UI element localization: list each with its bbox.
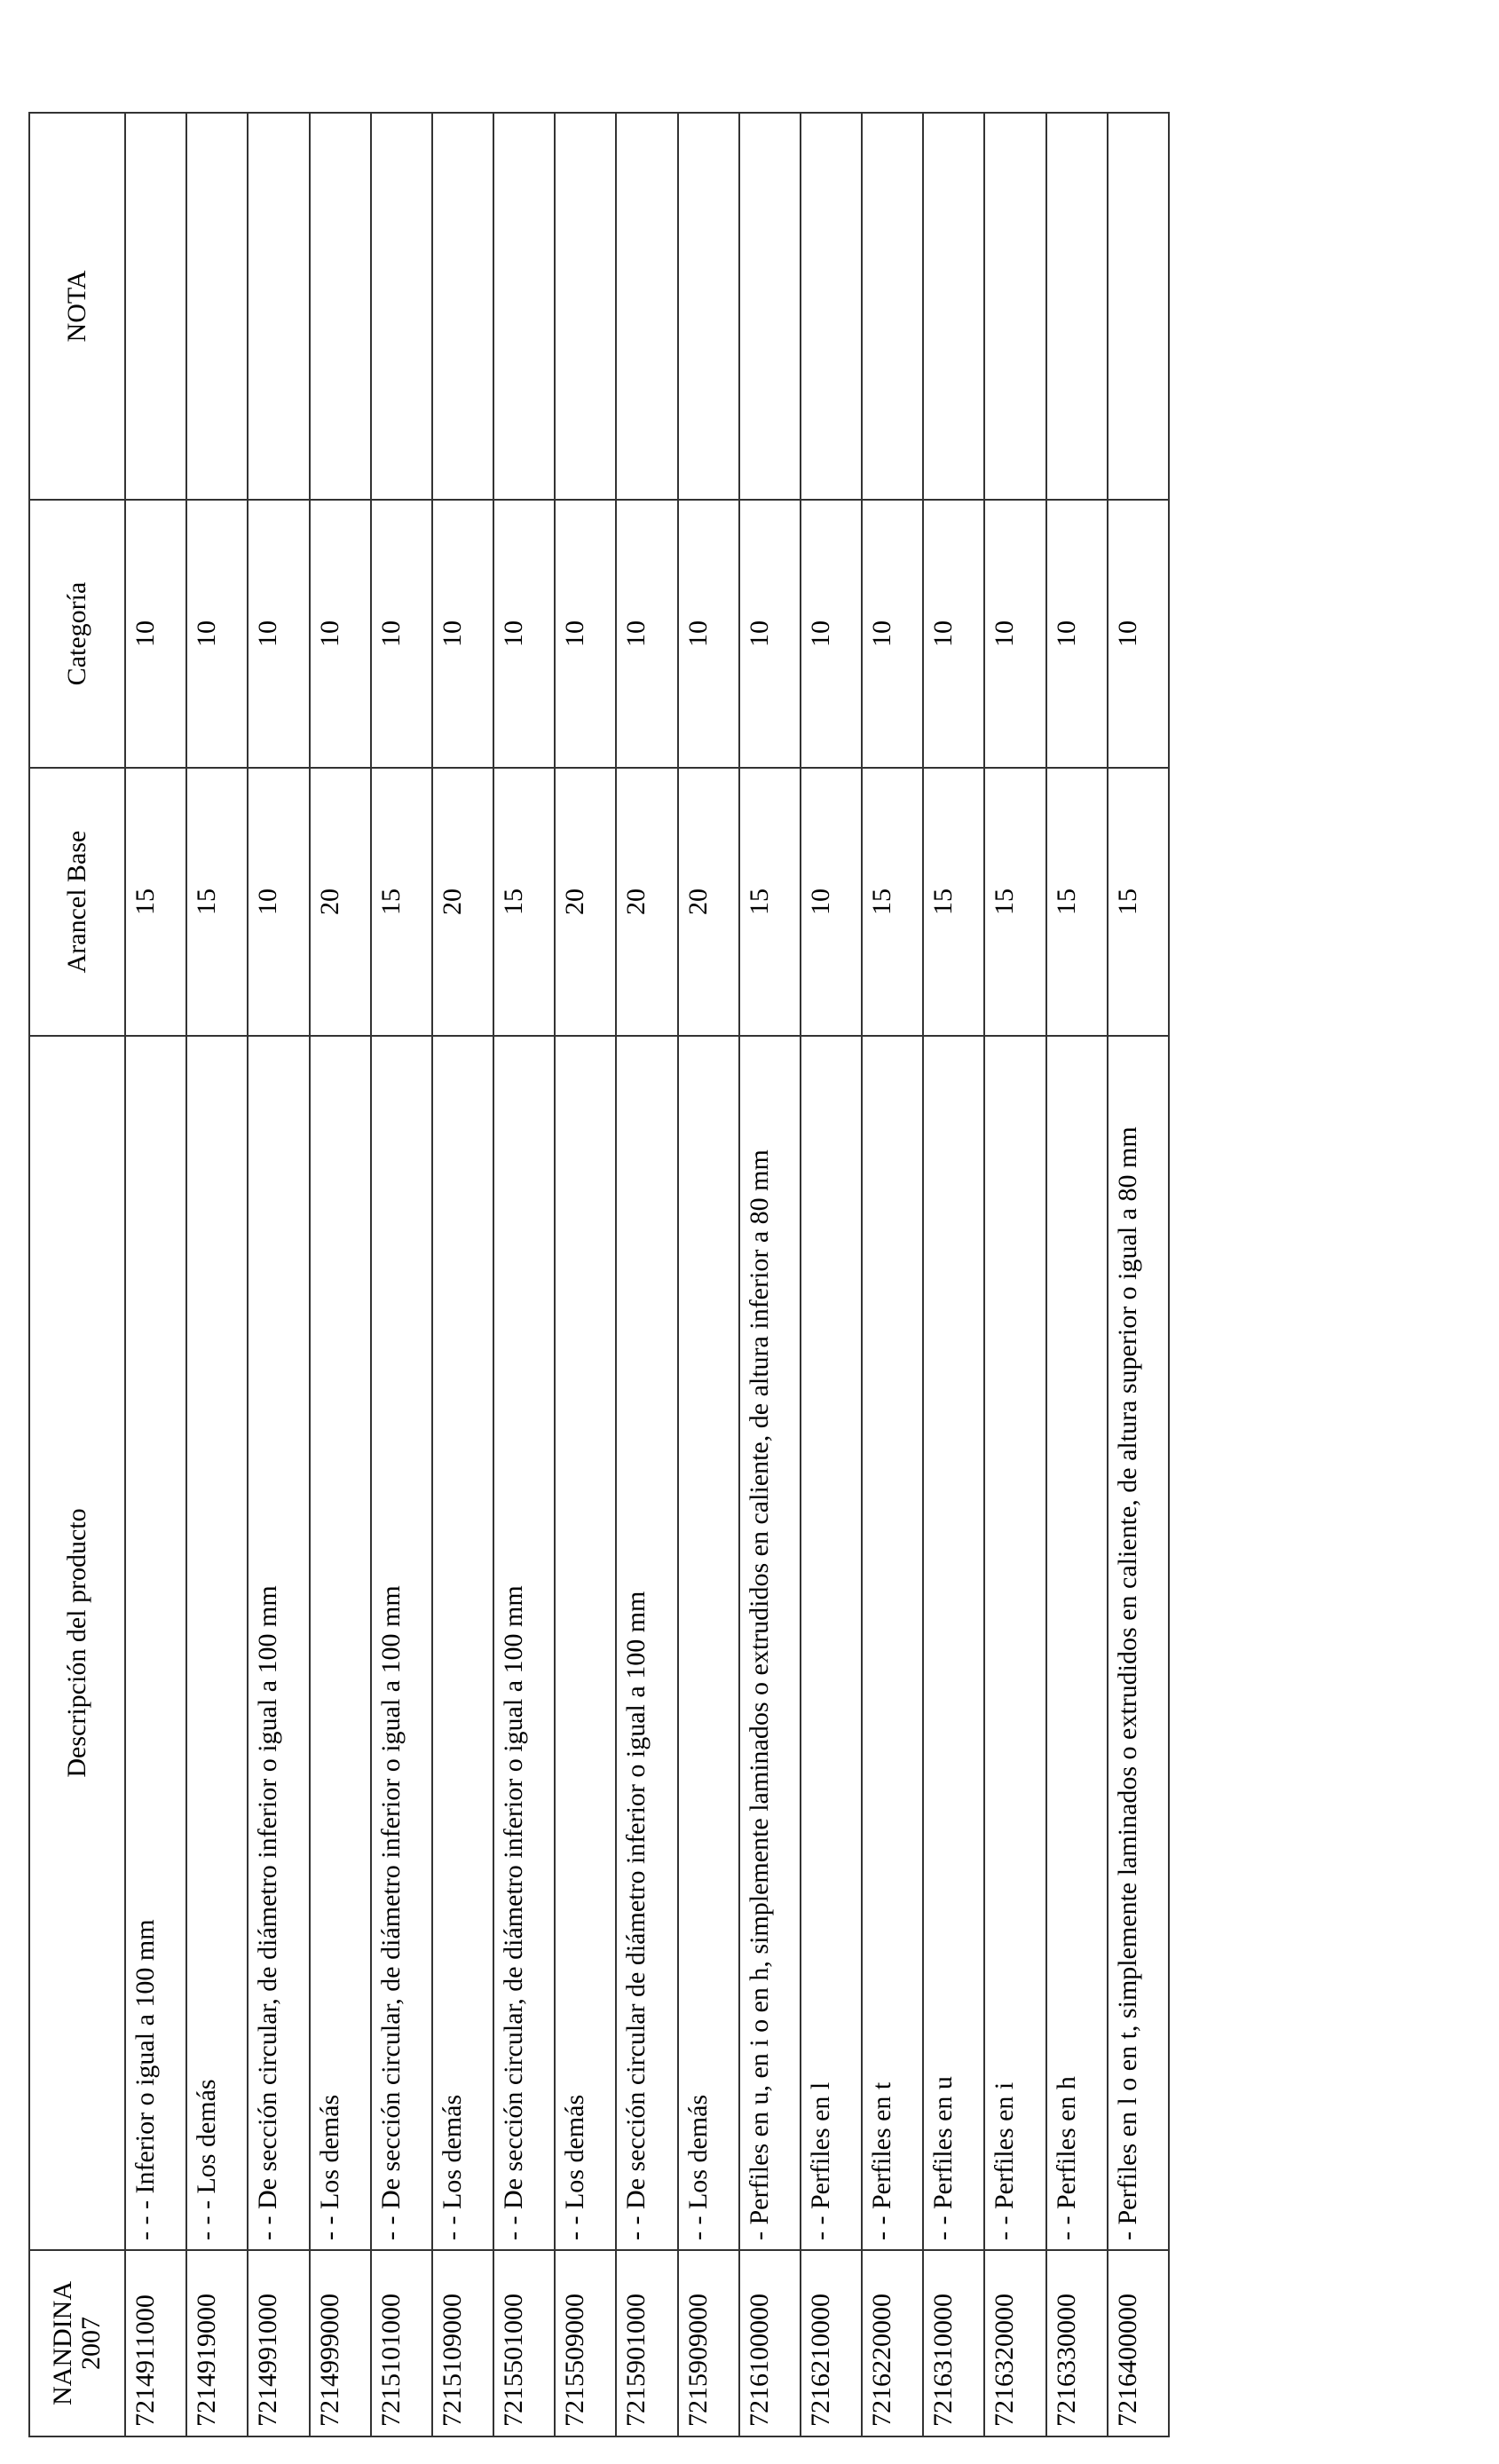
table-row (1108, 113, 1169, 2436)
categoria-cell: 10 (801, 500, 862, 768)
arancel-base-cell: 15 (984, 768, 1045, 1036)
nota-cell (186, 113, 248, 500)
description-cell: - - Perfiles en t (862, 1036, 923, 2250)
nandina-code-cell: 7216210000 (801, 2250, 862, 2436)
nota-cell (125, 113, 186, 500)
arancel-base-cell: 15 (739, 768, 801, 1036)
nandina-code-cell: 7215109000 (432, 2250, 493, 2436)
nota-cell (862, 113, 923, 500)
arancel-base-cell: 20 (432, 768, 493, 1036)
nandina-code-cell: 7216400000 (1108, 2250, 1169, 2436)
categoria-cell: 10 (555, 500, 616, 768)
description-cell: - - De sección circular, de diámetro inferior o igual a 100 mm (248, 1036, 309, 2250)
table-row (862, 113, 923, 2436)
arancel-base-cell: 20 (310, 768, 371, 1036)
categoria-cell: 10 (493, 500, 555, 768)
nandina-code-cell: 7216310000 (923, 2250, 984, 2436)
categoria-cell: 10 (678, 500, 739, 768)
header-nota: NOTA (29, 113, 125, 500)
categoria-cell: 10 (1046, 500, 1108, 768)
table-row (984, 113, 1045, 2436)
description-cell: - - Perfiles en i (984, 1036, 1045, 2250)
arancel-base-cell: 15 (1046, 768, 1108, 1036)
nandina-code-cell: 7216100000 (739, 2250, 801, 2436)
table-row (555, 113, 616, 2436)
table-row (1046, 113, 1108, 2436)
table-row (125, 113, 186, 2436)
nota-cell (678, 113, 739, 500)
nandina-code-cell: 7215101000 (371, 2250, 432, 2436)
arancel-base-cell: 10 (248, 768, 309, 1036)
nota-cell (493, 113, 555, 500)
nota-cell (432, 113, 493, 500)
description-cell: - - Los demás (678, 1036, 739, 2250)
nandina-code-cell: 7215909000 (678, 2250, 739, 2436)
arancel-base-cell: 20 (555, 768, 616, 1036)
description-cell: - Perfiles en l o en t, simplemente laminados o extrudidos en caliente, de altura superior o igual a 80 mm (1108, 1036, 1169, 2250)
description-cell: - - De sección circular, de diámetro inferior o igual a 100 mm (493, 1036, 555, 2250)
table-header-row (29, 113, 125, 2436)
rotated-page-content (28, 114, 1170, 2437)
arancel-base-cell: 15 (862, 768, 923, 1036)
nota-cell (371, 113, 432, 500)
categoria-cell: 10 (248, 500, 309, 768)
nandina-code-cell: 7215501000 (493, 2250, 555, 2436)
nandina-code-cell: 7216220000 (862, 2250, 923, 2436)
description-cell: - - De sección circular de diámetro inferior o igual a 100 mm (616, 1036, 677, 2250)
table-body (125, 113, 1169, 2436)
nandina-code-cell: 7216330000 (1046, 2250, 1108, 2436)
categoria-cell: 10 (616, 500, 677, 768)
nota-cell (1046, 113, 1108, 500)
header-descripcion: Descripción del producto (29, 1036, 125, 2250)
nandina-code-cell: 7215901000 (616, 2250, 677, 2436)
nandina-code-cell: 7214919000 (186, 2250, 248, 2436)
table-row (371, 113, 432, 2436)
arancel-base-cell: 15 (125, 768, 186, 1036)
description-cell: - - Perfiles en h (1046, 1036, 1108, 2250)
arancel-base-cell: 15 (371, 768, 432, 1036)
categoria-cell: 10 (984, 500, 1045, 768)
description-cell: - - Los demás (432, 1036, 493, 2250)
nota-cell (739, 113, 801, 500)
nandina-code-cell: 7215509000 (555, 2250, 616, 2436)
nota-cell (248, 113, 309, 500)
categoria-cell: 10 (371, 500, 432, 768)
categoria-cell: 10 (923, 500, 984, 768)
arancel-base-cell: 10 (801, 768, 862, 1036)
nandina-code-cell: 7214999000 (310, 2250, 371, 2436)
description-cell: - - Los demás (555, 1036, 616, 2250)
description-cell: - Perfiles en u, en i o en h, simplemente laminados o extrudidos en caliente, de altura inferior a 80 mm (739, 1036, 801, 2250)
table-row (801, 113, 862, 2436)
categoria-cell: 10 (1108, 500, 1169, 768)
nota-cell (984, 113, 1045, 500)
description-cell: - - - Los demás (186, 1036, 248, 2250)
table-row (923, 113, 984, 2436)
nota-cell (310, 113, 371, 500)
nandina-code-cell: 7216320000 (984, 2250, 1045, 2436)
nota-cell (616, 113, 677, 500)
categoria-cell: 10 (862, 500, 923, 768)
arancel-base-cell: 15 (1108, 768, 1169, 1036)
description-cell: - - - Inferior o igual a 100 mm (125, 1036, 186, 2250)
header-categoria: Categoría (29, 500, 125, 768)
description-cell: - - Perfiles en l (801, 1036, 862, 2250)
table-row (739, 113, 801, 2436)
arancel-base-cell: 15 (923, 768, 984, 1036)
header-arancel-base: Arancel Base (29, 768, 125, 1036)
categoria-cell: 10 (432, 500, 493, 768)
categoria-cell: 10 (125, 500, 186, 768)
arancel-base-cell: 20 (616, 768, 677, 1036)
nota-cell (801, 113, 862, 500)
description-cell: - - Perfiles en u (923, 1036, 984, 2250)
categoria-cell: 10 (739, 500, 801, 768)
nota-cell (1108, 113, 1169, 500)
table-row (616, 113, 677, 2436)
categoria-cell: 10 (310, 500, 371, 768)
nandina-code-cell: 7214991000 (248, 2250, 309, 2436)
nota-cell (923, 113, 984, 500)
arancel-base-cell: 15 (493, 768, 555, 1036)
description-cell: - - Los demás (310, 1036, 371, 2250)
table-row (493, 113, 555, 2436)
header-nandina: NANDINA 2007 (29, 2250, 125, 2436)
table-row (432, 113, 493, 2436)
categoria-cell: 10 (186, 500, 248, 768)
description-cell: - - De sección circular, de diámetro inferior o igual a 100 mm (371, 1036, 432, 2250)
nota-cell (555, 113, 616, 500)
arancel-base-cell: 20 (678, 768, 739, 1036)
table-row (248, 113, 309, 2436)
tariff-table (28, 112, 1170, 2437)
arancel-base-cell: 15 (186, 768, 248, 1036)
table-row (678, 113, 739, 2436)
nandina-code-cell: 7214911000 (125, 2250, 186, 2436)
table-row (186, 113, 248, 2436)
table-row (310, 113, 371, 2436)
